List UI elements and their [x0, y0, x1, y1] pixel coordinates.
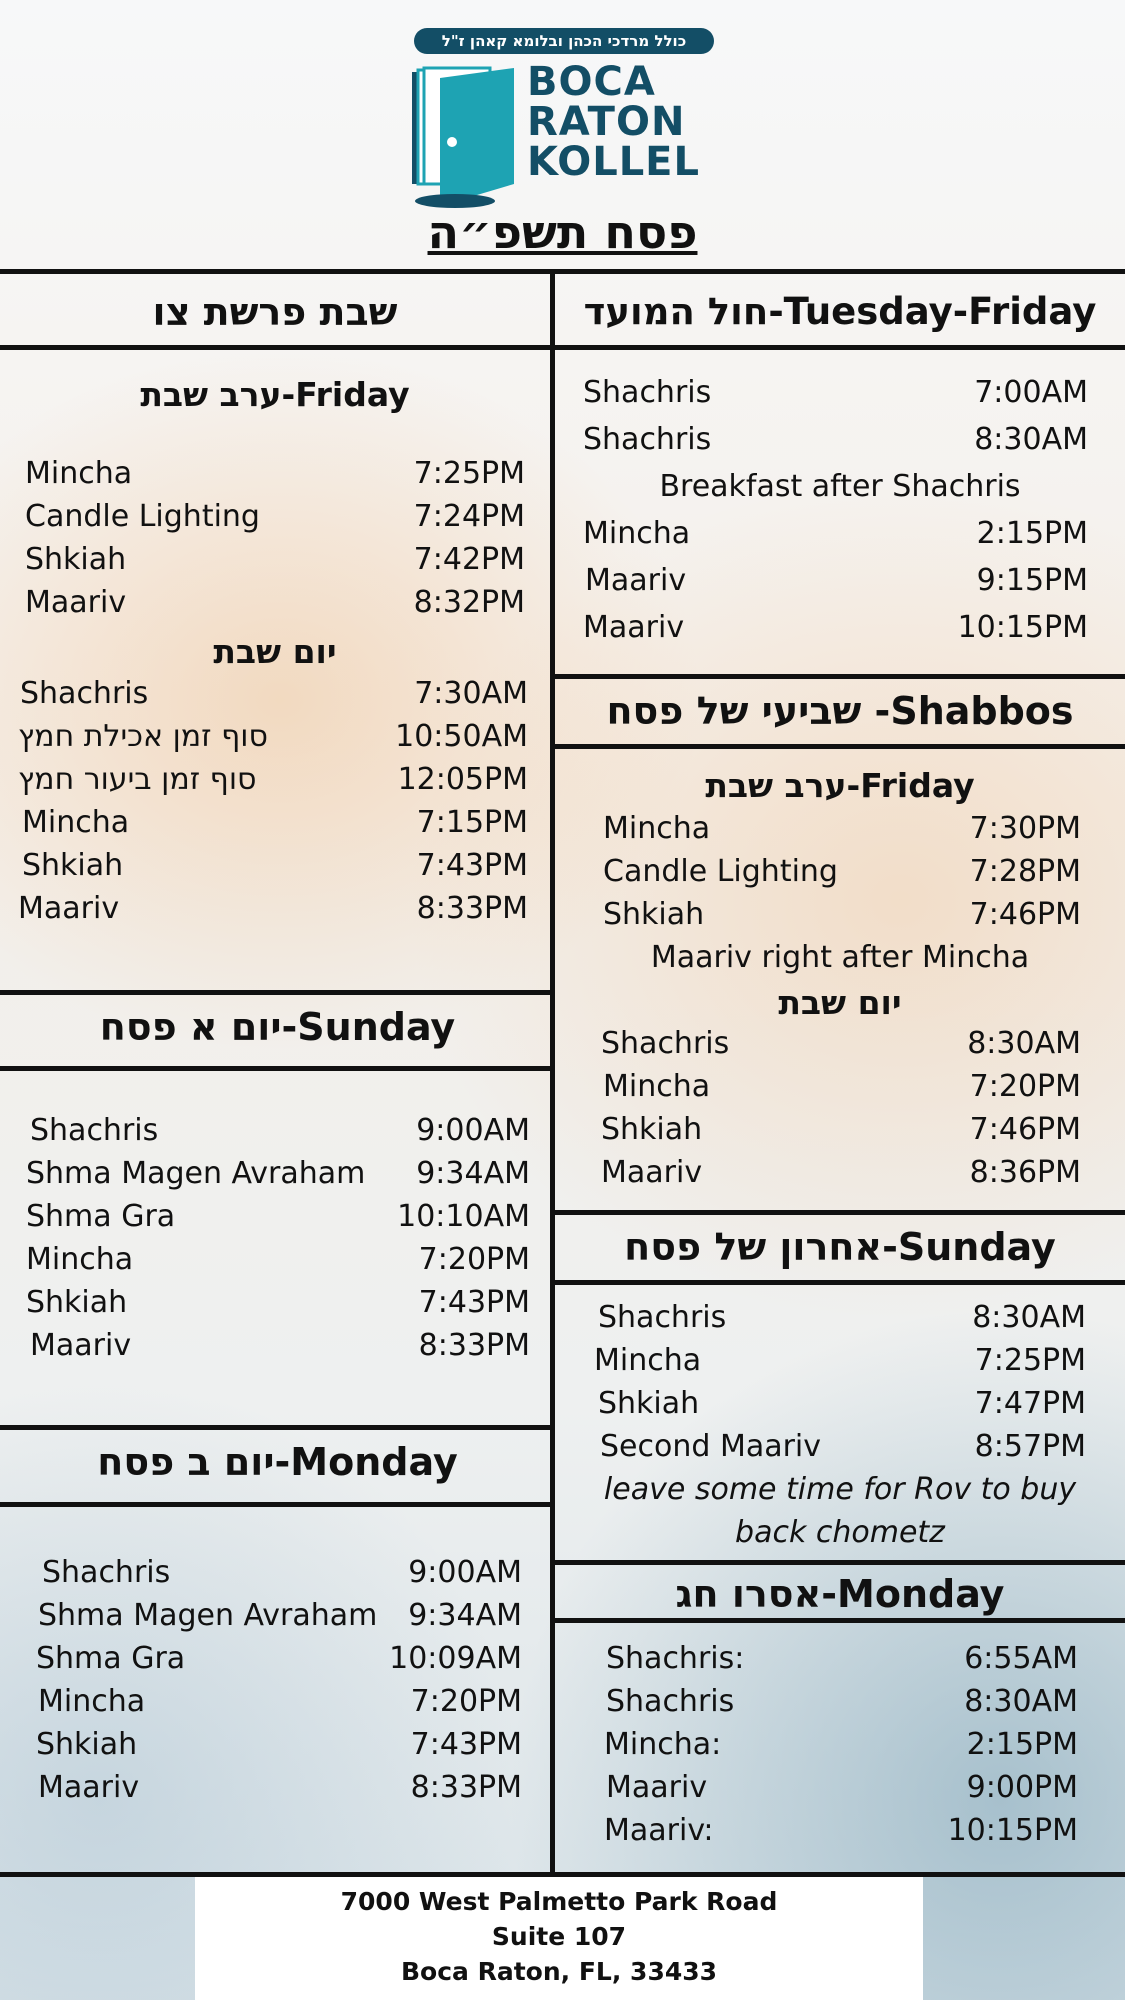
- schedule-row: [603, 854, 1081, 894]
- row-label: Shkiah: [36, 1727, 138, 1762]
- door-icon: [410, 66, 520, 211]
- divider-right-h1: [555, 345, 1125, 350]
- row-time: 7:43PM: [410, 1727, 522, 1762]
- divider-right-h4: [555, 1210, 1125, 1215]
- row-label: Mincha: [603, 1069, 711, 1104]
- divider-left-h2: [0, 990, 550, 995]
- row-label: Maariv: [606, 1770, 708, 1805]
- address-suite: Suite 107: [491, 1922, 627, 1951]
- logo-text: [527, 59, 700, 185]
- row-time: 6:55AM: [964, 1641, 1078, 1676]
- row-time: 8:30AM: [972, 1300, 1086, 1335]
- row-label: Maariv: [601, 1155, 703, 1190]
- divider-right-h5: [555, 1280, 1125, 1285]
- divider-left-h5: [0, 1502, 555, 1507]
- row-label: Mincha: [583, 516, 691, 551]
- schedule-row: [30, 1328, 530, 1368]
- schedule-row: [18, 762, 528, 802]
- row-label: Shachris: [583, 375, 712, 410]
- schedule-row: [583, 610, 1088, 650]
- row-label: Maariv: [30, 1328, 132, 1363]
- row-time: 9:00AM: [416, 1113, 530, 1148]
- schedule-row: [22, 805, 528, 845]
- schedule-row: [26, 1156, 530, 1196]
- row-time: 12:05PM: [397, 762, 528, 797]
- schedule-row: [38, 1598, 522, 1638]
- row-label: Maariv:: [604, 1813, 714, 1848]
- row-label: Maariv: [38, 1770, 140, 1805]
- schedule-row: [603, 1069, 1081, 1109]
- row-label: Shma Magen Avraham: [38, 1598, 378, 1633]
- row-time: 8:30AM: [974, 422, 1088, 457]
- section-header-isru-chag: אסרו חג-Monday: [675, 1572, 1005, 1616]
- row-label: Shachris: [606, 1684, 735, 1719]
- subheader-erev-shabbos: ערב שבת-Friday: [705, 766, 975, 805]
- schedule-row: [25, 585, 525, 625]
- row-label: Candle Lighting: [25, 499, 260, 534]
- schedule-row: [583, 375, 1088, 415]
- section-header-yom-alef: יום א פסח-Sunday: [99, 1005, 456, 1049]
- row-label: Shma Magen Avraham: [26, 1156, 366, 1191]
- row-time: 2:15PM: [966, 1727, 1078, 1762]
- row-label: Shachris: [42, 1555, 171, 1590]
- row-label: Shkiah: [598, 1386, 700, 1421]
- row-time: 10:15PM: [947, 1813, 1078, 1848]
- row-label: Shkiah: [603, 897, 705, 932]
- section-header-yom-beis: יום ב פסח-Monday: [97, 1440, 458, 1484]
- schedule-row: [604, 1727, 1078, 1767]
- row-label: Mincha: [25, 456, 133, 491]
- subheader-yom-shabbos: יום שבת: [778, 983, 902, 1022]
- row-label: Candle Lighting: [603, 854, 838, 889]
- divider-top: [0, 269, 1125, 274]
- row-time: 7:30PM: [969, 811, 1081, 846]
- row-time: 8:36PM: [969, 1155, 1081, 1190]
- schedule-row: [598, 1300, 1086, 1340]
- divider-left-h1: [0, 345, 550, 350]
- row-time: 7:46PM: [969, 1112, 1081, 1147]
- divider-left-h4: [0, 1425, 555, 1430]
- row-time: 7:20PM: [969, 1069, 1081, 1104]
- section-header-chol-hamoed: חול המועד-Tuesday-Friday: [583, 290, 1097, 333]
- schedule-row: [36, 1641, 522, 1681]
- note-rov-chometz-line1: leave some time for Rov to buy: [603, 1472, 1077, 1507]
- address-city: Boca Raton, FL, 33433: [400, 1957, 718, 1986]
- row-label: Shma Gra: [36, 1641, 186, 1676]
- row-label: Shkiah: [22, 848, 124, 883]
- schedule-row: [30, 1113, 530, 1153]
- subheader-erev-shabbos: ערב שבת-Friday: [140, 375, 410, 414]
- section-header-acharon-shel-pesach: אחרון של פסח-Sunday: [624, 1225, 1056, 1269]
- row-time: 7:25PM: [974, 1343, 1086, 1378]
- row-time: 7:47PM: [974, 1386, 1086, 1421]
- row-label: Mincha: [594, 1343, 702, 1378]
- row-time: 8:33PM: [416, 891, 528, 926]
- section-header-shabbos-tzav: שבת פרשת צו: [152, 290, 398, 334]
- row-time: 9:34AM: [416, 1156, 530, 1191]
- divider-center: [550, 269, 555, 1874]
- row-time: 7:43PM: [416, 848, 528, 883]
- row-label: Shachris: [598, 1300, 727, 1335]
- schedule-row: [601, 1155, 1081, 1195]
- schedule-row: [603, 897, 1081, 937]
- schedule-row: [603, 811, 1081, 851]
- page-title: פסח תשפ״ה: [427, 205, 698, 259]
- row-label: Shma Gra: [26, 1199, 176, 1234]
- row-label: Shkiah: [601, 1112, 703, 1147]
- schedule-row: [25, 499, 525, 539]
- row-time: 7:20PM: [418, 1242, 530, 1277]
- logo-line-boca: BOCA: [527, 59, 656, 105]
- row-label: Maariv: [583, 610, 685, 645]
- row-time: 2:15PM: [976, 516, 1088, 551]
- row-time: 8:30AM: [964, 1684, 1078, 1719]
- schedule-row: [606, 1684, 1078, 1724]
- schedule-row: [606, 1770, 1078, 1810]
- row-time: 8:57PM: [974, 1429, 1086, 1464]
- section-header-shvii-shel-pesach: שביעי של פסח -Shabbos: [606, 689, 1074, 733]
- schedule-row: [600, 1429, 1086, 1469]
- row-label: Shkiah: [25, 542, 127, 577]
- schedule-row: [36, 1727, 522, 1767]
- divider-right-h7: [555, 1618, 1125, 1623]
- schedule-row: [606, 1641, 1078, 1681]
- row-label: סוף זמן ביעור חמץ: [18, 762, 257, 797]
- schedule-row: [42, 1555, 522, 1595]
- row-time: 10:50AM: [395, 719, 528, 754]
- row-time: 8:32PM: [413, 585, 525, 620]
- schedule-row: [22, 848, 528, 888]
- row-time: 7:25PM: [413, 456, 525, 491]
- note-rov-chometz-line2: back chometz: [735, 1515, 945, 1550]
- row-label: Mincha: [22, 805, 130, 840]
- row-time: 7:42PM: [413, 542, 525, 577]
- row-label: Mincha:: [604, 1727, 722, 1762]
- row-time: 10:09AM: [389, 1641, 522, 1676]
- row-time: 8:33PM: [410, 1770, 522, 1805]
- row-time: 9:34AM: [408, 1598, 522, 1633]
- footer-address: [195, 1884, 923, 1989]
- row-time: 7:00AM: [974, 375, 1088, 410]
- row-label: Shachris: [30, 1113, 159, 1148]
- row-time: 7:43PM: [418, 1285, 530, 1320]
- row-time: 8:33PM: [418, 1328, 530, 1363]
- row-time: 7:24PM: [413, 499, 525, 534]
- schedule-row: [25, 456, 525, 496]
- divider-right-h2: [555, 674, 1125, 679]
- row-time: 9:00AM: [408, 1555, 522, 1590]
- divider-left-h3: [0, 1066, 555, 1071]
- row-label: Shachris:: [606, 1641, 745, 1676]
- row-time: 7:46PM: [969, 897, 1081, 932]
- subheader-yom-shabbos: יום שבת: [213, 632, 337, 671]
- divider-right-h3: [555, 744, 1125, 749]
- row-time: 7:28PM: [969, 854, 1081, 889]
- schedule-row: [601, 1026, 1081, 1066]
- schedule-row: [26, 1285, 530, 1325]
- row-time: 7:20PM: [410, 1684, 522, 1719]
- note-breakfast: Breakfast after Shachris: [659, 469, 1021, 504]
- schedule-row: [585, 563, 1088, 603]
- logo-ribbon: כולל מרדכי הכהן ובלומא קאהן ז"ל: [414, 28, 714, 54]
- logo-line-kollel: KOLLEL: [527, 139, 700, 185]
- row-time: 9:00PM: [966, 1770, 1078, 1805]
- row-time: 9:15PM: [976, 563, 1088, 598]
- row-label: Shachris: [583, 422, 712, 457]
- row-time: 10:15PM: [957, 610, 1088, 645]
- schedule-row: [598, 1386, 1086, 1426]
- schedule-row: [38, 1770, 522, 1810]
- row-time: 7:30AM: [414, 676, 528, 711]
- row-time: 7:15PM: [416, 805, 528, 840]
- logo-line-raton: RATON: [527, 99, 686, 145]
- row-label: Shachris: [20, 676, 149, 711]
- schedule-row: [583, 516, 1088, 556]
- row-label: Maariv: [585, 563, 687, 598]
- row-label: Maariv: [25, 585, 127, 620]
- schedule-row: [583, 422, 1088, 462]
- schedule-row: [26, 1199, 530, 1239]
- row-label: סוף זמן אכילת חמץ: [18, 719, 268, 754]
- schedule-row: [594, 1343, 1086, 1383]
- row-label: Mincha: [26, 1242, 134, 1277]
- note-maariv-after-mincha: Maariv right after Mincha: [650, 940, 1030, 975]
- row-label: Mincha: [603, 811, 711, 846]
- schedule-row: [38, 1684, 522, 1724]
- row-label: Shkiah: [26, 1285, 128, 1320]
- schedule-row: [26, 1242, 530, 1282]
- schedule-row: [18, 891, 528, 931]
- divider-right-h6: [555, 1560, 1125, 1565]
- schedule-row: [601, 1112, 1081, 1152]
- schedule-row: [604, 1813, 1078, 1853]
- schedule-row: [25, 542, 525, 582]
- row-label: Shachris: [601, 1026, 730, 1061]
- row-time: 10:10AM: [397, 1199, 530, 1234]
- schedule-row: [20, 676, 528, 716]
- row-label: Mincha: [38, 1684, 146, 1719]
- address-street: 7000 West Palmetto Park Road: [340, 1887, 778, 1916]
- row-time: 8:30AM: [967, 1026, 1081, 1061]
- schedule-row: [18, 719, 528, 759]
- row-label: Maariv: [18, 891, 120, 926]
- row-label: Second Maariv: [600, 1429, 822, 1464]
